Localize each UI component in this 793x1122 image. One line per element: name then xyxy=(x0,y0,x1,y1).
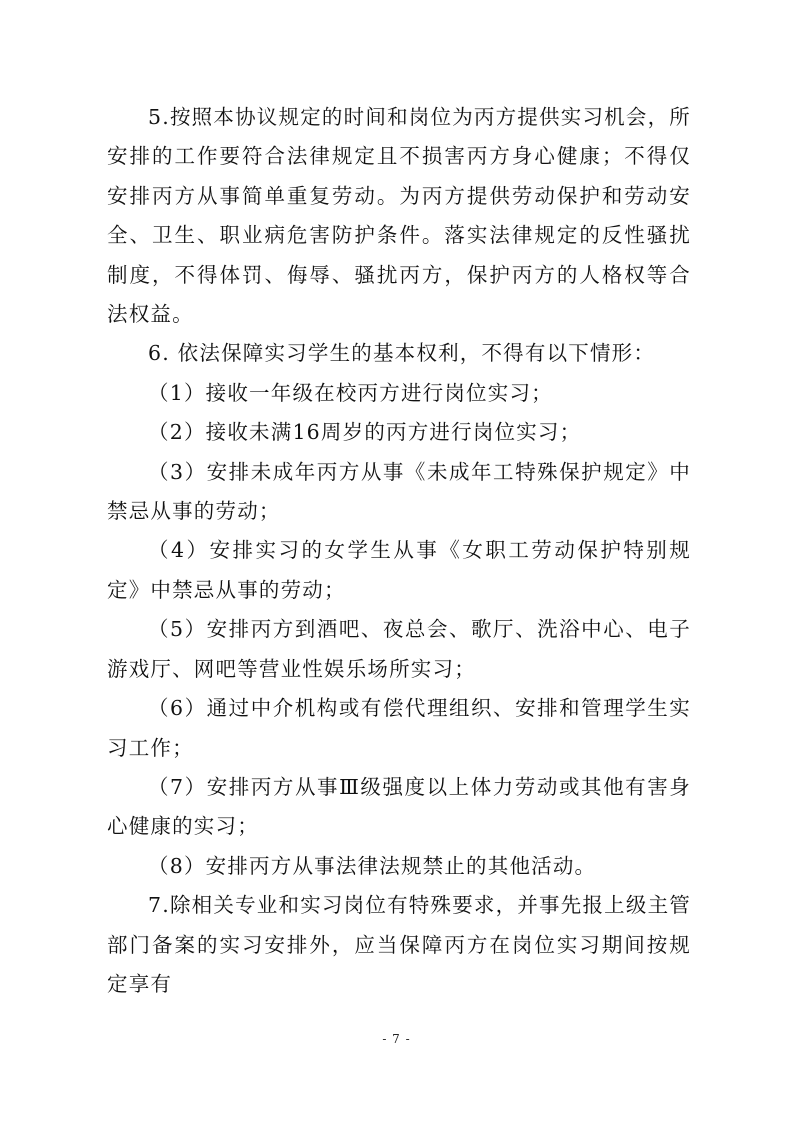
list-item-1: （1）接收一年级在校丙方进行岗位实习； xyxy=(148,380,553,405)
list-item-6: （6）通过中介机构或有偿代理组织、安排和管理学生实习工作； xyxy=(107,696,691,760)
list-item-3: （3）安排未成年丙方从事《未成年工特殊保护规定》中禁忌从事的劳动； xyxy=(107,459,691,524)
page-number: - 7 - xyxy=(382,1032,411,1046)
document-body xyxy=(107,98,691,1004)
paragraph-clause-7: 7.除相关专业和实习岗位有特殊要求，并事先报上级主管部门备案的实习安排外，应当保障丙方在岗位实习期间按规定享有 xyxy=(107,893,691,996)
paragraph-clause-5: 5.按照本协议规定的时间和岗位为丙方提供实习机会，所安排的工作要符合法律规定且不损害丙方身心健康；不得仅安排丙方从事简单重复劳动。为丙方提供劳动保护和劳动安全、卫生、职业病危害防护条件。落实法律规定的反性骚扰制度，不得体罚、侮辱、骚扰丙方，保护丙方的人格权等合法权益。 xyxy=(107,105,691,327)
list-item-5: （5）安排丙方到酒吧、夜总会、歌厅、洗浴中心、电子游戏厅、网吧等营业性娱乐场所实习； xyxy=(107,617,691,681)
list-item-4: （4）安排实习的女学生从事《女职工劳动保护特别规定》中禁忌从事的劳动； xyxy=(107,538,691,602)
list-item-8: （8）安排丙方从事法律法规禁止的其他活动。 xyxy=(148,853,597,878)
paragraph-clause-6: 6. 依法保障实习学生的基本权利，不得有以下情形： xyxy=(148,341,656,366)
list-item-2: （2）接收未满16周岁的丙方进行岗位实习； xyxy=(148,420,582,445)
list-item-7: （7）安排丙方从事Ⅲ级强度以上体力劳动或其他有害身心健康的实习； xyxy=(107,774,691,839)
